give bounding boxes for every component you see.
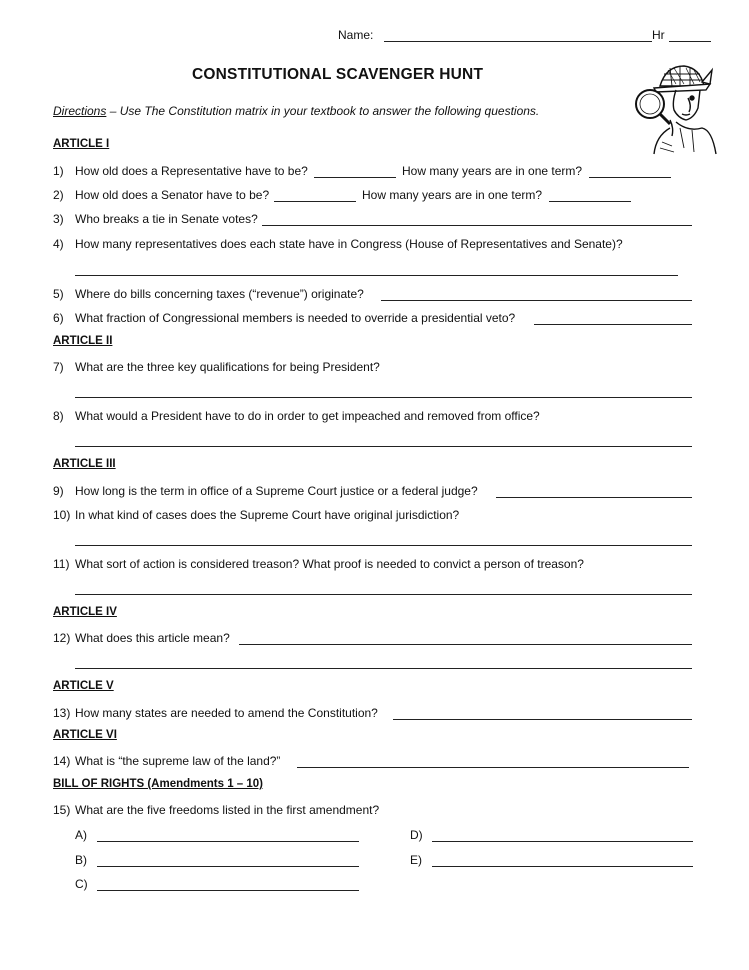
answer-line[interactable] [75,446,692,447]
page-title: CONSTITUTIONAL SCAVENGER HUNT [192,66,484,83]
answer-line[interactable] [381,300,692,301]
answer-line-a[interactable] [97,841,359,842]
question-text: How long is the term in office of a Supreme Court justice or a federal judge? [75,484,478,498]
question-text: How many representatives does each state have in Congress (House of Representatives and Senate)? [75,237,623,251]
option-label-b: B) [75,853,87,867]
question-text: Where do bills concerning taxes (“revenue”) originate? [75,287,364,301]
name-field[interactable] [384,41,652,42]
hour-label: Hr [652,28,665,42]
option-label-d: D) [410,828,423,842]
directions-text [53,104,539,118]
answer-line[interactable] [549,201,631,202]
question-text: How old does a Senator have to be? [75,188,270,202]
question-text: What are the five freedoms listed in the first amendment? [75,803,380,817]
answer-line-d[interactable] [432,841,693,842]
answer-line[interactable] [262,225,692,226]
answer-line[interactable] [239,644,692,645]
answer-line[interactable] [75,275,678,276]
question-text: How old does a Representative have to be? [75,164,308,178]
answer-line[interactable] [314,177,396,178]
question-text: Who breaks a tie in Senate votes? [75,212,258,226]
option-label-c: C) [75,877,88,891]
answer-line[interactable] [75,397,692,398]
question-number: 10) [53,508,71,522]
option-label-a: A) [75,828,87,842]
section-article-4: ARTICLE IV [53,606,117,618]
section-article-2: ARTICLE II [53,335,113,347]
question-text: What fraction of Congressional members is needed to override a presidential veto? [75,311,516,325]
question-number: 5) [53,287,64,301]
question-number: 13) [53,706,71,720]
question-number: 11) [53,557,70,571]
section-article-6: ARTICLE VI [53,729,117,741]
question-number: 14) [53,754,71,768]
directions-body: – Use The Constitution matrix in your textbook to answer the following questions. [109,104,540,118]
question-number: 4) [53,237,64,251]
question-text: How many years are in one term? [402,164,583,178]
question-text: What is “the supreme law of the land?” [75,754,281,768]
answer-line[interactable] [75,668,692,669]
question-number: 15) [53,803,71,817]
question-text: What does this article mean? [75,631,230,645]
question-text: What are the three key qualifications for being President? [75,360,380,374]
directions-label: Directions [53,104,107,118]
question-number: 2) [53,188,64,202]
hour-field[interactable] [669,41,711,42]
question-text: How many states are needed to amend the Constitution? [75,706,378,720]
answer-line[interactable] [274,201,356,202]
answer-line[interactable] [589,177,671,178]
question-number: 8) [53,409,64,423]
detective-icon [632,58,718,156]
section-article-1: ARTICLE I [53,138,110,150]
option-label-e: E) [410,853,422,867]
answer-line-b[interactable] [97,866,359,867]
question-number: 12) [53,631,71,645]
answer-line[interactable] [297,767,689,768]
answer-line[interactable] [534,324,692,325]
question-text: How many years are in one term? [362,188,543,202]
question-number: 7) [53,360,64,374]
section-bill-of-rights: BILL OF RIGHTS (Amendments 1 – 10) [53,778,264,790]
question-text: What would a President have to do in order to get impeached and removed from office? [75,409,540,423]
section-article-5: ARTICLE V [53,680,114,692]
question-text: What sort of action is considered treason? What proof is needed to convict a person of treason? [75,557,584,571]
name-label: Name: [338,28,374,42]
question-number: 1) [53,164,64,178]
question-number: 9) [53,484,64,498]
answer-line[interactable] [75,545,692,546]
section-article-3: ARTICLE III [53,458,116,470]
question-number: 3) [53,212,64,226]
question-number: 6) [53,311,64,325]
answer-line-c[interactable] [97,890,359,891]
question-text: In what kind of cases does the Supreme Court have original jurisdiction? [75,508,460,522]
answer-line-e[interactable] [432,866,693,867]
answer-line[interactable] [496,497,692,498]
answer-line[interactable] [75,594,692,595]
answer-line[interactable] [393,719,692,720]
